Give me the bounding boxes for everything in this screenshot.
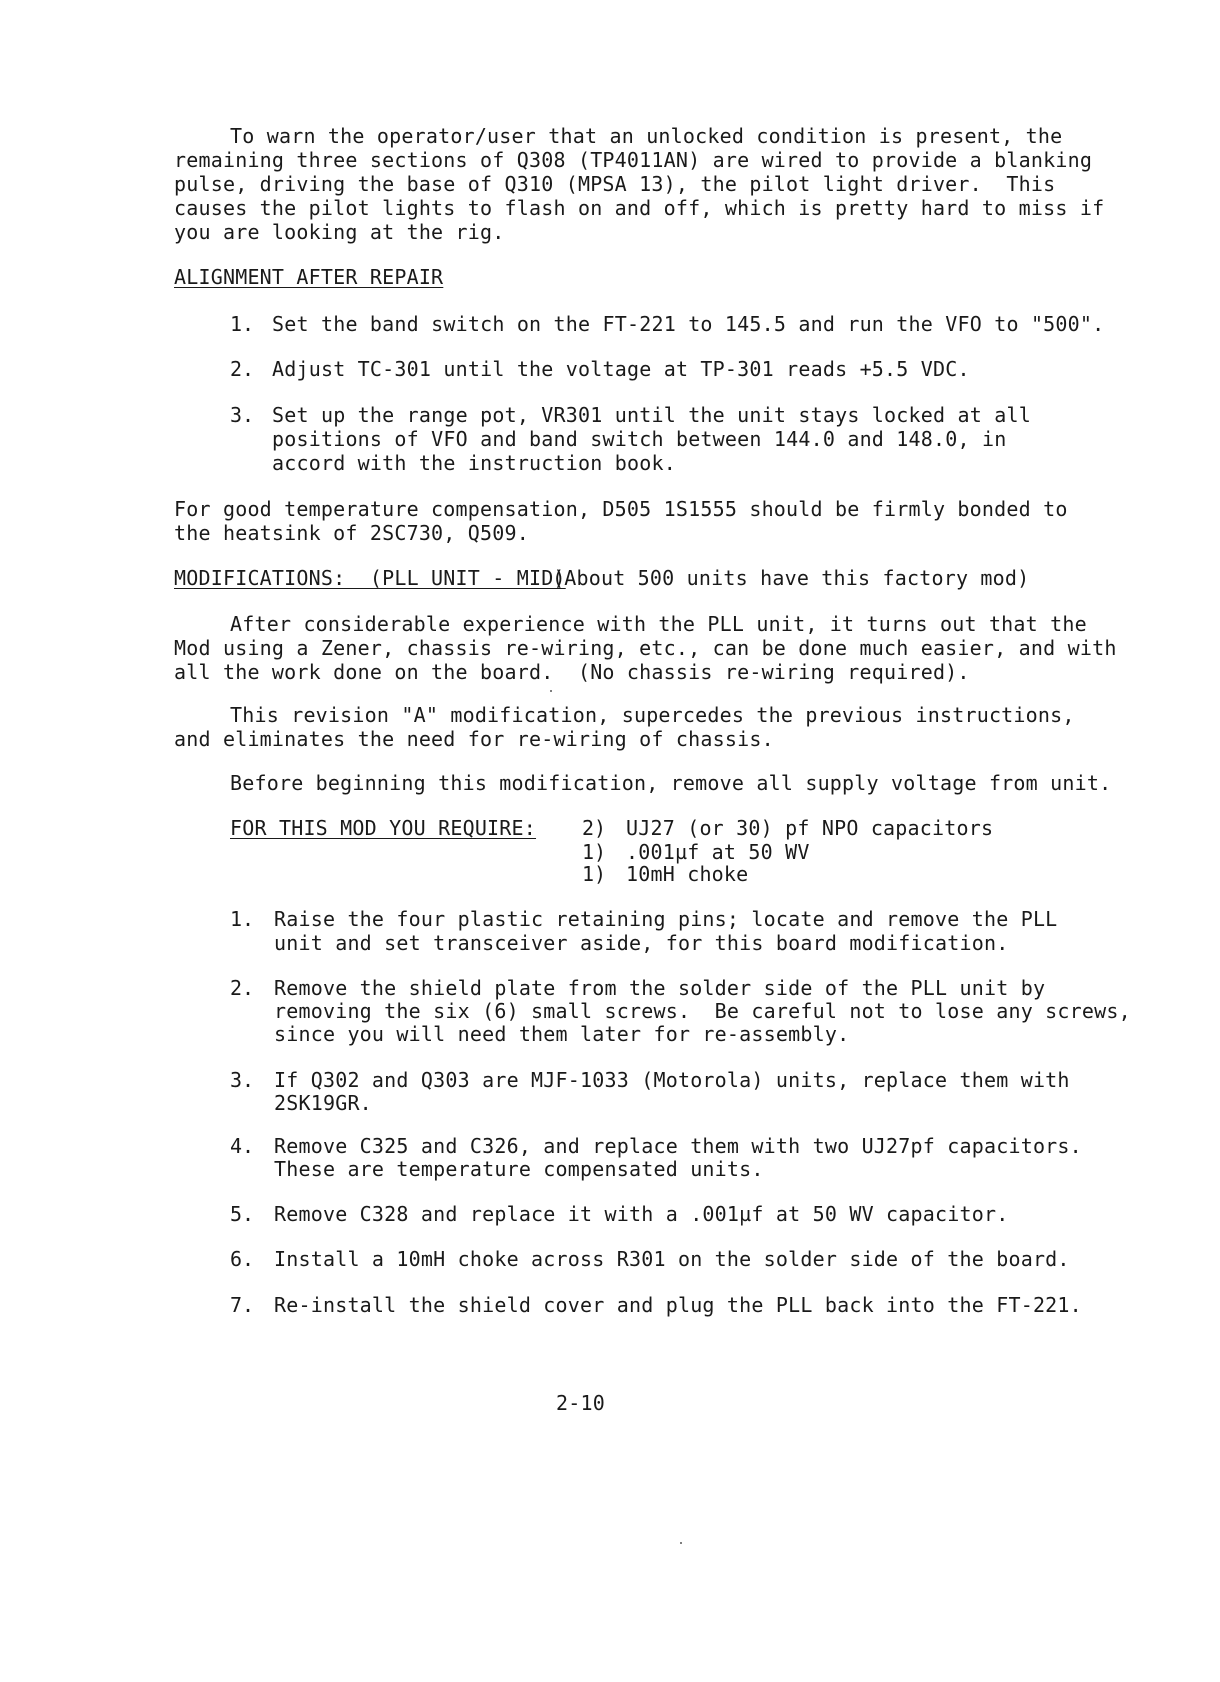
mod-paragraph-line: After considerable experience with the PLL unit, it turns out that the — [230, 612, 1087, 636]
mod-paragraph-line: and eliminates the need for re-wiring of chassis. — [174, 727, 774, 751]
alignment-step-text: Set up the range pot, VR301 until the unit stays locked at all — [272, 403, 1031, 427]
mod-step-number: 2. — [230, 976, 255, 1000]
part-qty: 2) — [582, 816, 607, 840]
mod-step-text: since you will need them later for re-assembly. — [274, 1022, 850, 1046]
part-qty: 1) — [582, 840, 607, 864]
alignment-heading: ALIGNMENT AFTER REPAIR — [174, 265, 444, 289]
mod-step-text: Install a 10mH choke across R301 on the solder side of the board. — [274, 1247, 1070, 1271]
scan-speck — [550, 690, 552, 692]
mod-step-text: 2SK19GR. — [274, 1091, 372, 1115]
require-label: FOR THIS MOD YOU REQUIRE: — [230, 816, 537, 840]
compensation-note-line: For good temperature compensation, D505 1S1555 should be firmly bonded to — [174, 497, 1068, 521]
alignment-step-number: 1. — [230, 312, 255, 336]
mod-step-text: Re-install the shield cover and plug the PLL back into the FT-221. — [274, 1293, 1082, 1317]
mod-step-text: Raise the four plastic retaining pins; locate and remove the PLL — [274, 907, 1058, 931]
mod-step-text: unit and set transceiver aside, for this board modification. — [274, 931, 1009, 955]
mod-paragraph-line: This revision "A" modification, supercedes the previous instructions, — [230, 703, 1075, 727]
mod-step-text: removing the six (6) small screws. Be careful not to lose any screws, — [274, 999, 1131, 1023]
intro-line: To warn the operator/user that an unlocked condition is present, the — [230, 124, 1063, 148]
scan-speck — [680, 1542, 682, 1544]
mod-step-number: 7. — [230, 1293, 255, 1317]
mod-step-text: Remove the shield plate from the solder side of the PLL unit by — [274, 976, 1046, 1000]
mod-step-text: Remove C328 and replace it with a .001µf at 50 WV capacitor. — [274, 1202, 1009, 1226]
intro-line: you are looking at the rig. — [174, 220, 505, 244]
compensation-note-line: the heatsink of 2SC730, Q509. — [174, 521, 529, 545]
alignment-step-number: 3. — [230, 403, 255, 427]
modifications-heading-note: (About 500 units have this factory mod) — [552, 566, 1030, 590]
mod-paragraph-line: Before beginning this modification, remove all supply voltage from unit. — [230, 771, 1112, 795]
modifications-heading: MODIFICATIONS: (PLL UNIT - MID) — [174, 566, 566, 590]
alignment-step-number: 2. — [230, 357, 255, 381]
mod-step-text: Remove C325 and C326, and replace them with two UJ27pf capacitors. — [274, 1134, 1082, 1158]
mod-step-number: 4. — [230, 1134, 255, 1158]
page-number: 2-10 — [556, 1391, 605, 1415]
mod-paragraph-line: Mod using a Zener, chassis re-wiring, etc., can be done much easier, and with — [174, 636, 1117, 660]
part-desc: .001µf at 50 WV — [626, 840, 810, 864]
mod-step-number: 3. — [230, 1068, 255, 1092]
part-desc: UJ27 (or 30) pf NPO capacitors — [626, 816, 994, 840]
alignment-step-text: positions of VFO and band switch between 144.0 and 148.0, in — [272, 427, 1007, 451]
part-qty: 1) — [582, 862, 607, 886]
mod-paragraph-line: all the work done on the board. (No chassis re-wiring required). — [174, 660, 970, 684]
mod-step-number: 5. — [230, 1202, 255, 1226]
mod-step-text: These are temperature compensated units. — [274, 1157, 764, 1181]
mod-step-text: If Q302 and Q303 are MJF-1033 (Motorola) units, replace them with — [274, 1068, 1070, 1092]
alignment-step-text: accord with the instruction book. — [272, 451, 676, 475]
intro-line: pulse, driving the base of Q310 (MPSA 13), the pilot light driver. This — [174, 172, 1056, 196]
mod-step-number: 1. — [230, 907, 255, 931]
part-desc: 10mH choke — [626, 862, 749, 886]
alignment-step-text: Adjust TC-301 until the voltage at TP-301 reads +5.5 VDC. — [272, 357, 970, 381]
alignment-step-text: Set the band switch on the FT-221 to 145.5 and run the VFO to "500". — [272, 312, 1105, 336]
intro-line: causes the pilot lights to flash on and off, which is pretty hard to miss if — [174, 196, 1105, 220]
mod-step-number: 6. — [230, 1247, 255, 1271]
intro-line: remaining three sections of Q308 (TP4011AN) are wired to provide a blanking — [174, 148, 1093, 172]
